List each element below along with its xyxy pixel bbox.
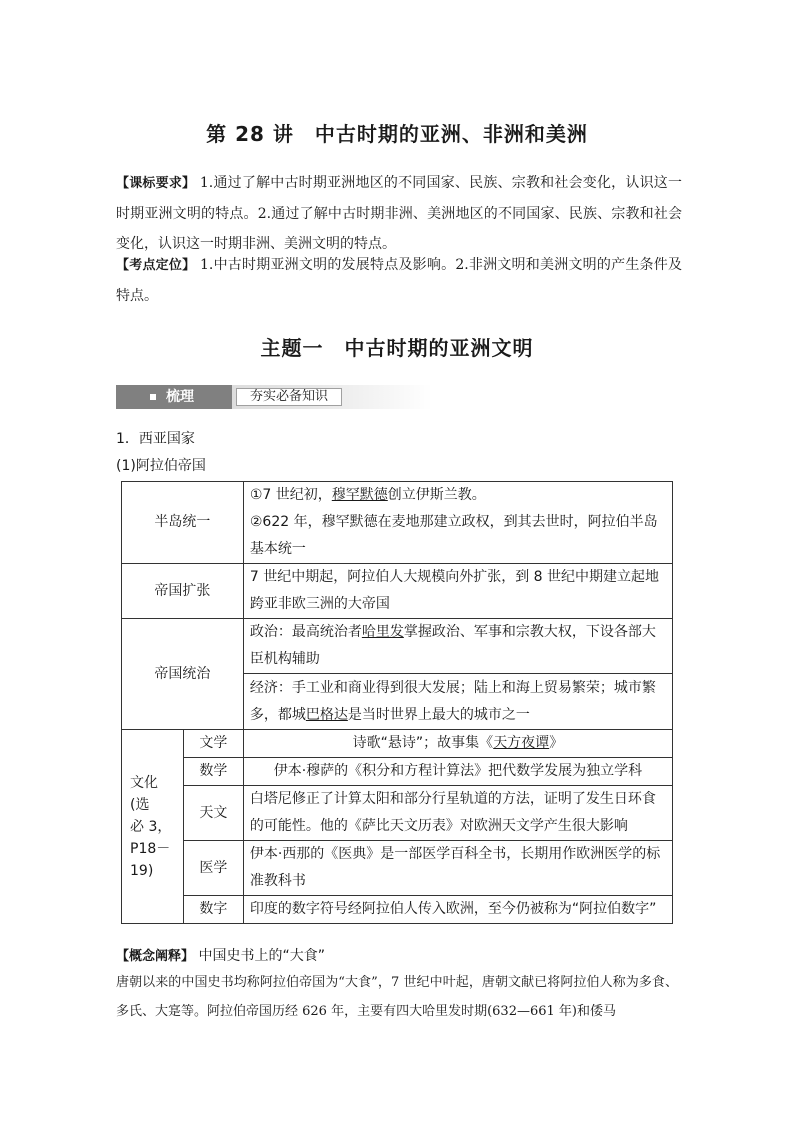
row-content: ①7 世纪初，穆罕默德创立伊斯兰教。 ②622 年，穆罕默德在麦地那建立政权，到其去世时，阿拉伯半岛基本统一 bbox=[243, 482, 672, 564]
row-content: 政治：最高统治者哈里发掌握政治、军事和宗教大权，下设各部大臣机构辅助 bbox=[243, 619, 672, 674]
row-content: 印度的数字符号经阿拉伯人传入欧洲，至今仍被称为“阿拉伯数字” bbox=[243, 896, 672, 924]
row-content: 7 世纪中期起，阿拉伯人大规模向外扩张，到 8 世纪中期建立起地跨亚非欧三洲的大帝国 bbox=[243, 564, 672, 619]
table-row bbox=[122, 619, 673, 674]
concept-body: 唐朝以来的中国史书均称阿拉伯帝国为“大食”，7 世纪中叶起，唐朝文献已将阿拉伯人称为多食、多氏、大寔等。阿拉伯帝国历经 626 年，主要有四大哈里发时期(632—661 年)和倭马 bbox=[116, 975, 678, 1019]
requirements-text: 1.通过了解中古时期亚洲地区的不同国家、民族、宗教和社会变化，认识这一时期亚洲文明的特点。2.通过了解中古时期非洲、美洲地区的不同国家、民族、宗教和社会变化，认识这一时期非洲、美洲文明的特点。 bbox=[116, 175, 682, 252]
curriculum-requirements bbox=[116, 168, 682, 259]
table-row bbox=[122, 482, 673, 564]
underlined-term: 哈里发 bbox=[361, 624, 404, 640]
row-content: 经济：手工业和商业得到很大发展；陆上和海上贸易繁荣；城市繁多，都城巴格达是当时世界上最大的城市之一 bbox=[243, 674, 672, 730]
section-banner bbox=[116, 385, 432, 409]
arab-empire-table bbox=[121, 481, 673, 924]
banner-label: 梳理 bbox=[166, 389, 194, 405]
table-row bbox=[122, 564, 673, 619]
exam-positioning bbox=[116, 250, 682, 311]
table-row bbox=[122, 896, 673, 924]
row-content: 伊本·穆萨的《积分和方程计算法》把代数学发展为独立学科 bbox=[243, 758, 672, 786]
row-content: 伊本·西那的《医典》是一部医学百科全书，长期用作欧洲医学的标准教科书 bbox=[243, 841, 672, 896]
row-label: 帝国扩张 bbox=[122, 564, 244, 619]
underlined-term: 穆罕默德 bbox=[331, 487, 388, 503]
underlined-term: 天方夜谭 bbox=[493, 735, 550, 751]
subsection-heading: (1)阿拉伯帝国 bbox=[116, 458, 206, 474]
culture-label: 文化(选 必 3， P18－ 19) bbox=[122, 730, 184, 924]
underlined-term: 巴格达 bbox=[305, 706, 348, 723]
sub-label: 数学 bbox=[183, 758, 243, 786]
row-label: 帝国统治 bbox=[122, 619, 244, 730]
row-content: 白塔尼修正了计算太阳和部分行星轨道的方法，证明了发生日环食的可能性。他的《萨比天文历表》对欧洲天文学产生很大影响 bbox=[243, 786, 672, 841]
sub-label: 数字 bbox=[183, 896, 243, 924]
positioning-text: 1.中古时期亚洲文明的发展特点及影响。2.非洲文明和美洲文明的产生条件及特点。 bbox=[116, 257, 682, 304]
sub-label: 文学 bbox=[183, 730, 243, 758]
positioning-tag: 【考点定位】 bbox=[116, 258, 196, 273]
table-row bbox=[122, 758, 673, 786]
concept-title: 中国史书上的“大食” bbox=[194, 948, 325, 964]
requirements-tag: 【课标要求】 bbox=[116, 176, 196, 191]
square-bullet-icon bbox=[150, 394, 156, 400]
row-label: 半岛统一 bbox=[122, 482, 244, 564]
sub-label: 天文 bbox=[183, 786, 243, 841]
table-row bbox=[122, 730, 673, 758]
concept-tag: 【概念阐释】 bbox=[116, 949, 195, 964]
sub-label: 医学 bbox=[183, 841, 243, 896]
lecture-title: 第 28 讲 中古时期的亚洲、非洲和美洲 bbox=[206, 122, 588, 146]
concept-heading bbox=[116, 945, 325, 965]
banner-box: 夯实必备知识 bbox=[236, 388, 342, 406]
row-content: 诗歌“悬诗”；故事集《天方夜谭》 bbox=[243, 730, 672, 758]
table-row bbox=[122, 786, 673, 841]
table-row bbox=[122, 841, 673, 896]
banner-dark-block bbox=[116, 385, 232, 409]
section-heading: 1．西亚国家 bbox=[116, 431, 195, 447]
topic-title: 主题一 中古时期的亚洲文明 bbox=[260, 336, 534, 360]
